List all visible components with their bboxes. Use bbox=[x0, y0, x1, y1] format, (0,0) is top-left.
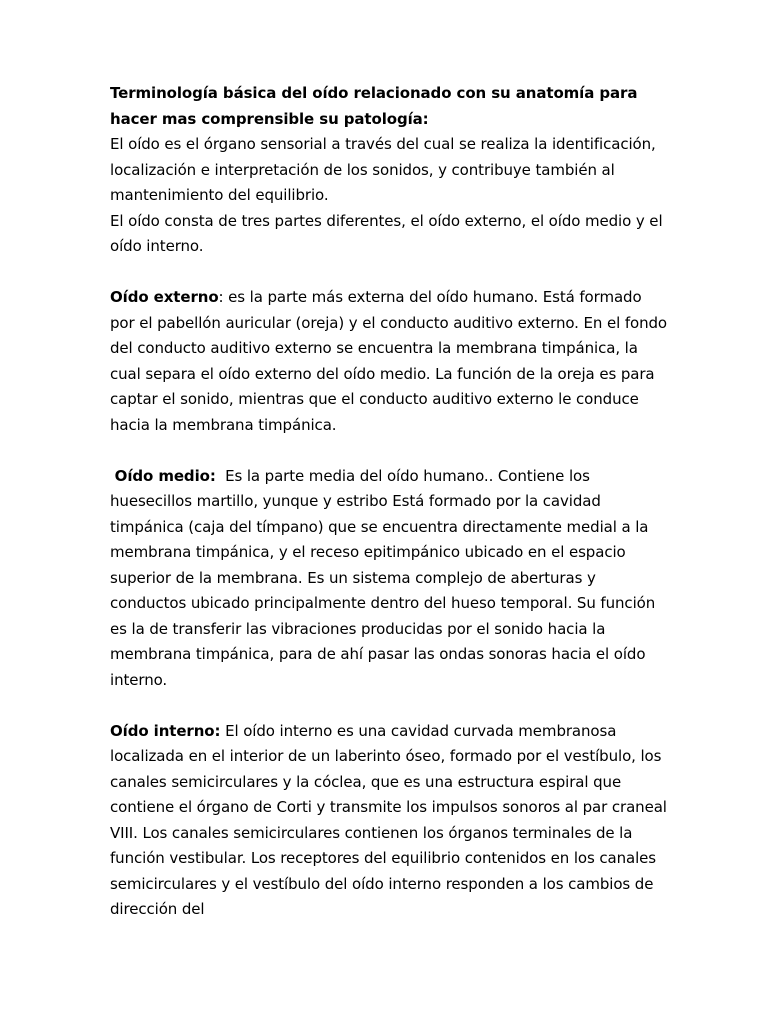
document-page bbox=[110, 81, 670, 923]
paragraph-gap bbox=[110, 438, 670, 464]
section-inner-ear bbox=[110, 719, 670, 923]
section-text-outer-ear: : es la parte más externa del oído humano. Está formado por el pabellón auricular (oreja) y el conducto auditivo externo. En el fondo del conducto auditivo externo se encuentra la membrana timpánica, la cual separa el oído externo del oído medio. La función de la oreja es para captar el sonido, mientras que el conducto auditivo externo le conduce hacia la membrana timpánica. bbox=[110, 288, 667, 434]
section-heading-middle-ear: Oído medio: bbox=[114, 466, 216, 485]
section-text-middle-ear: Es la parte media del oído humano.. Contiene los huesecillos martillo, yunque y estribo Está formado por la cavidad timpánica (caja del tímpano) que se encuentra directamente medial a la membrana timpánica, y el receso epitimpánico ubicado en el espacio superior de la membrana. Es un sistema complejo de aberturas y conductos ubicado principalmente dentro del hueso temporal. Su función es la de transferir las vibraciones producidas por el sonido hacia la membrana timpánica, para de ahí pasar las ondas sonoras hacia el oído interno. bbox=[110, 466, 656, 689]
section-outer-ear bbox=[110, 285, 670, 438]
section-heading-inner-ear: Oído interno: bbox=[110, 721, 221, 740]
document-title: Terminología básica del oído relacionado con su anatomía para hacer mas comprensible su patología: bbox=[110, 84, 638, 128]
section-heading-outer-ear: Oído externo bbox=[110, 288, 219, 306]
intro-paragraph-1: El oído es el órgano sensorial a través del cual se realiza la identificación, localización e interpretación de los sonidos, y contribuye también al mantenimiento del equilibrio. bbox=[110, 135, 656, 204]
section-middle-ear bbox=[110, 464, 670, 694]
section-text-inner-ear: El oído interno es una cavidad curvada membranosa localizada en el interior de un laberinto óseo, formado por el vestíbulo, los canales semicirculares y la cóclea, que es una estructura espiral que contiene el órgano de Corti y transmite los impulsos sonoros al par craneal VIII. Los canales semicirculares contienen los órganos terminales de la función vestibular. Los receptores del equilibrio contenidos en los canales semicirculares y el vestíbulo del oído interno responden a los cambios de dirección del bbox=[110, 721, 667, 918]
paragraph-gap bbox=[110, 693, 670, 719]
intro-paragraph-2: El oído consta de tres partes diferentes, el oído externo, el oído medio y el oído interno. bbox=[110, 211, 663, 255]
paragraph-gap bbox=[110, 260, 670, 286]
